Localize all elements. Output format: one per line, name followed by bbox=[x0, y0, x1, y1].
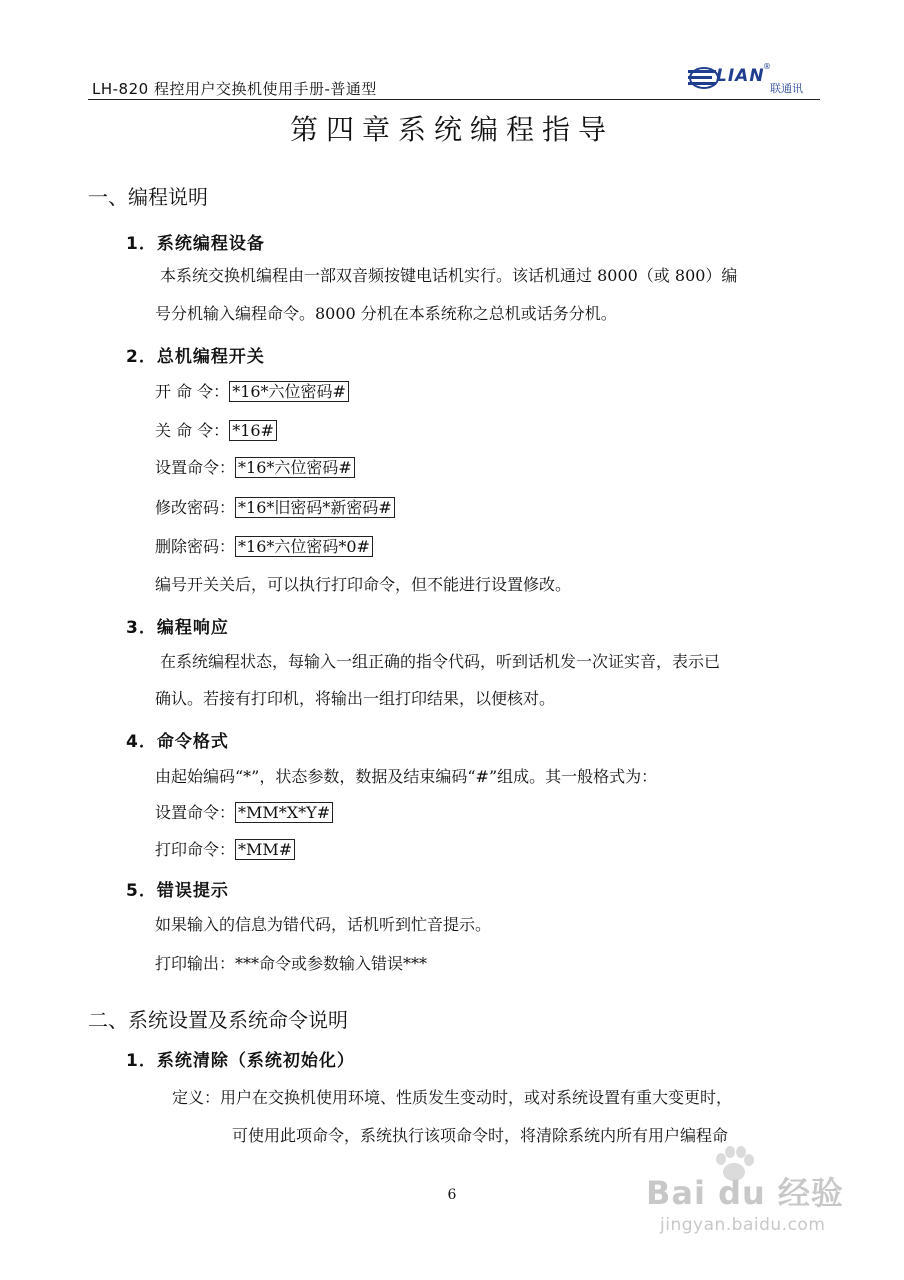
paragraph-line: 本系统交换机编程由一部双音频按键电话机实行。该话机通过 8000（或 800）编 bbox=[160, 266, 738, 285]
subsection-heading: 4．命令格式 bbox=[126, 732, 229, 752]
command-label: 删除密码： bbox=[155, 537, 236, 556]
command-label: 打印命令： bbox=[155, 840, 236, 859]
subsection-heading: 2．总机编程开关 bbox=[126, 347, 265, 367]
paragraph-line: 编号开关关后，可以执行打印命令，但不能进行设置修改。 bbox=[155, 575, 572, 594]
subsection-heading: 5．错误提示 bbox=[126, 881, 229, 901]
command-code: *16*六位密码*0# bbox=[235, 536, 373, 557]
paragraph-line: 可使用此项命令，系统执行该项命令时，将清除系统内所有用户编程命 bbox=[232, 1126, 729, 1145]
command-label: 设置命令： bbox=[155, 458, 236, 477]
subsection-heading: 1．系统编程设备 bbox=[126, 234, 265, 254]
header-divider bbox=[88, 99, 820, 100]
command-code: *MM# bbox=[235, 839, 295, 860]
command-row bbox=[155, 537, 373, 557]
command-row bbox=[155, 458, 355, 478]
command-label: 设置命令： bbox=[155, 803, 236, 822]
command-label: 开 命 令： bbox=[155, 382, 230, 401]
command-row bbox=[155, 421, 277, 441]
subsection-heading: 1．系统清除（系统初始化） bbox=[126, 1051, 355, 1071]
command-row bbox=[155, 382, 349, 402]
paragraph-line: 号分机输入编程命令。8000 分机在本系统称之总机或话务分机。 bbox=[155, 304, 617, 323]
chapter-title: 第四章系统编程指导 bbox=[289, 113, 614, 146]
logo-text: LIAN bbox=[716, 66, 765, 86]
command-code: *MM*X*Y# bbox=[235, 802, 333, 823]
command-label: 修改密码： bbox=[155, 498, 236, 517]
logo-registered-mark: ® bbox=[763, 62, 771, 71]
watermark-brand: Bai du 经验 bbox=[646, 1174, 844, 1212]
page-number: 6 bbox=[447, 1187, 457, 1203]
paragraph-line: 打印输出：***命令或参数输入错误*** bbox=[155, 954, 428, 973]
command-code: *16*六位密码# bbox=[229, 381, 349, 402]
section-heading: 二、系统设置及系统命令说明 bbox=[88, 1008, 348, 1032]
paragraph-line: 由起始编码“*”，状态参数，数据及结束编码“#”组成。其一般格式为： bbox=[155, 767, 658, 786]
paragraph-line: 确认。若接有打印机，将输出一组打印结果，以便核对。 bbox=[155, 689, 556, 708]
subsection-heading: 3．编程响应 bbox=[126, 618, 229, 638]
paragraph-line: 如果输入的信息为错代码，话机听到忙音提示。 bbox=[155, 915, 492, 934]
command-row bbox=[155, 803, 333, 823]
header-title: LH-820 程控用户交换机使用手册-普通型 bbox=[92, 80, 377, 98]
logo-subtitle: 联通讯 bbox=[770, 82, 803, 95]
watermark-url: jingyan.baidu.com bbox=[660, 1215, 826, 1235]
command-code: *16*旧密码*新密码# bbox=[235, 497, 395, 518]
command-row bbox=[155, 498, 395, 518]
command-code: *16*六位密码# bbox=[235, 457, 355, 478]
paragraph-line: 定义：用户在交换机使用环境、性质发生变动时，或对系统设置有重大变更时， bbox=[172, 1088, 733, 1107]
command-row bbox=[155, 840, 295, 860]
paragraph-line: 在系统编程状态，每输入一组正确的指令代码，听到话机发一次证实音，表示已 bbox=[160, 652, 721, 671]
section-heading: 一、编程说明 bbox=[88, 185, 208, 209]
command-code: *16# bbox=[229, 420, 277, 441]
command-label: 关 命 令： bbox=[155, 421, 230, 440]
